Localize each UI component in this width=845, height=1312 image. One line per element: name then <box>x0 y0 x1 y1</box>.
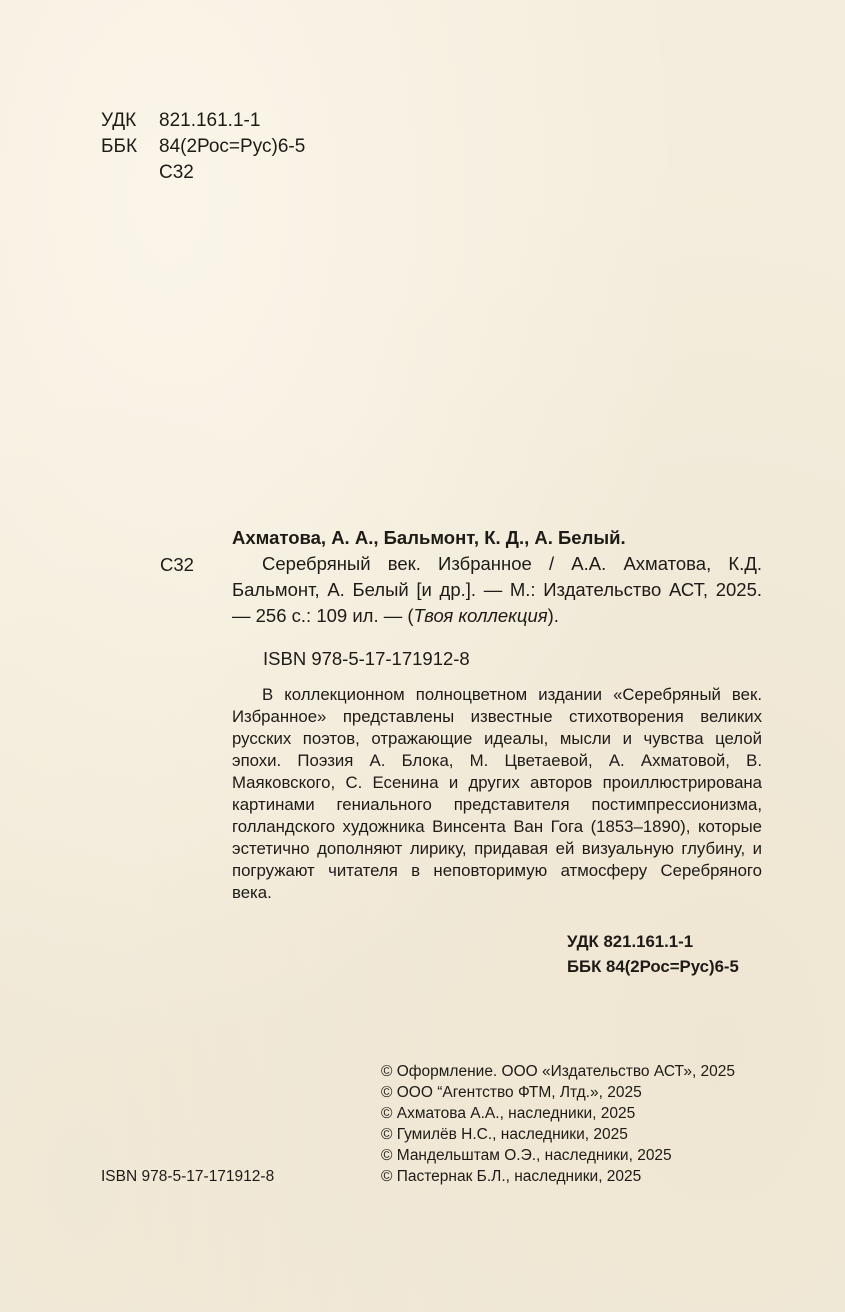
author-sign-spacer <box>101 160 159 186</box>
bbk-bottom: ББК 84(2Рос=Рус)6-5 <box>567 957 739 976</box>
card-author-sign: С32 <box>160 554 194 575</box>
isbn-bottom: ISBN 978-5-17-171912-8 <box>101 1168 275 1185</box>
udk-bottom: УДК 821.161.1-1 <box>567 932 694 951</box>
bbk-row <box>101 134 305 160</box>
copyright-notices <box>381 1061 735 1187</box>
classification-block-bottom <box>567 929 739 979</box>
description-text: Серебряный век. Избранное / А.А. Ахматова, К.Д. Бальмонт, А. Белый [и др.]. — М.: Издательство АСТ, 2025. — 256 с.: 109 ил. — ( <box>232 553 762 626</box>
udk-label: УДК <box>101 110 137 131</box>
copyright-line: © Мандельштам О.Э., наследники, 2025 <box>381 1147 672 1164</box>
classification-block-top <box>101 108 305 186</box>
copyright-line: © Оформление. ООО «Издательство АСТ», 2025 <box>381 1063 736 1080</box>
card-isbn: ISBN 978-5-17-171912-8 <box>263 648 470 669</box>
author-sign-row <box>101 160 305 186</box>
copyright-line: © Ахматова А.А., наследники, 2025 <box>381 1105 636 1122</box>
annotation-text: В коллекционном полноцветном издании «Серебряный век. Избранное» представлены известные стихотворения великих русских поэтов, отражающие идеалы, мысли и чувства целой эпохи. Поэзия А. Блока, М. Цветаевой, А. Ахматовой, В. Маяковского, С. Есенина и других авторов проиллюстрирована картинами гениального представителя постимпрессионизма, голландского художника Винсента Ван Гога (1853–1890), которые эстетично дополняют лирику, придавая ей визуальную глубину, и погружают читателя в неповторимую атмосферу Серебряного века. <box>232 685 762 902</box>
series-title: Твоя коллекция <box>413 605 548 626</box>
bibliographic-description <box>232 551 762 629</box>
copyright-line: © ООО “Агентство ФТМ, Лтд.», 2025 <box>381 1084 642 1101</box>
author-sign: С32 <box>159 162 194 183</box>
copyright-line: © Пастернак Б.Л., наследники, 2025 <box>381 1168 642 1185</box>
bbk-code: 84(2Рос=Рус)6-5 <box>159 136 306 157</box>
udk-code: 821.161.1-1 <box>159 110 261 131</box>
bbk-label: ББК <box>101 136 138 157</box>
author-heading: Ахматова, А. А., Бальмонт, К. Д., А. Белый. <box>232 527 626 548</box>
copyright-line: © Гумилёв Н.С., наследники, 2025 <box>381 1126 628 1143</box>
udk-row <box>101 108 305 134</box>
description-end: ). <box>547 605 559 626</box>
